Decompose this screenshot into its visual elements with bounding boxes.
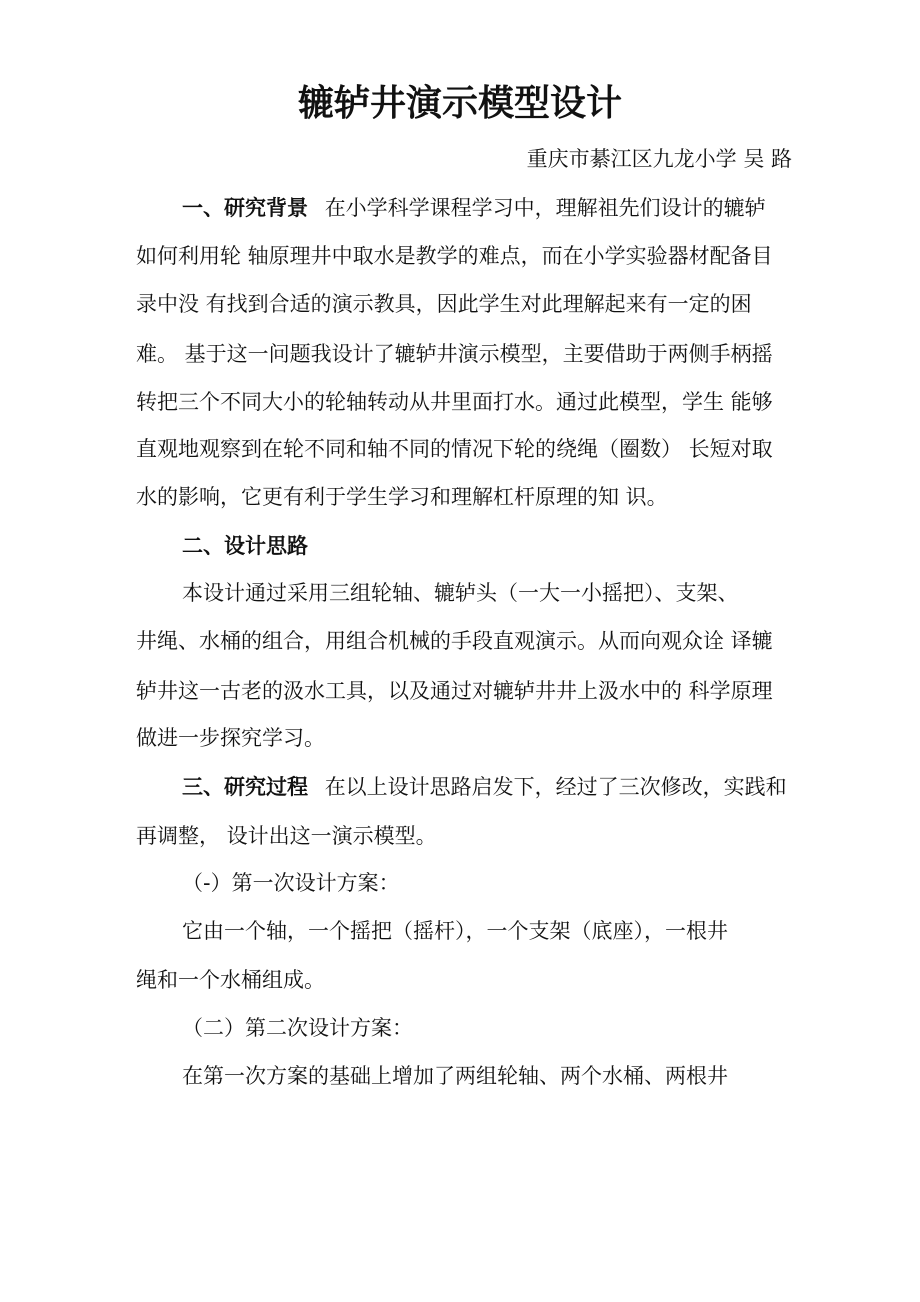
section2-line-4: 做进一步探究学习。	[136, 726, 325, 750]
document-title: 辘轳井演示模型设计	[297, 83, 622, 124]
section1-line-3: 录中没 有找到合适的演示教具，因此学生对此理解起来有一定的困	[136, 292, 752, 316]
section3-line-1	[182, 772, 787, 802]
plan1-line-1: 它由一个轴，一个摇把（摇杆），一个支架（底座），一根井	[182, 919, 728, 943]
author-line: 重庆市綦江区九龙小学 吴 路	[526, 147, 792, 171]
section2-heading: 二、设计思路	[182, 534, 308, 558]
section3-line-2: 再调整， 设计出这一演示模型。	[136, 824, 437, 848]
section2-line-3: 轳井这一古老的汲水工具，以及通过对辘轳井井上汲水中的 科学原理	[136, 679, 773, 703]
plan1-line-2: 绳和一个水桶组成。	[136, 968, 325, 992]
section1-heading: 一、研究背景	[182, 196, 308, 220]
section3-heading: 三、研究过程	[182, 775, 308, 799]
section1-line-6: 直观地观察到在轮不同和轴不同的情况下轮的绕绳（圈数） 长短对取	[136, 437, 773, 461]
plan2-line-1: 在第一次方案的基础上增加了两组轮轴、两个水桶、两根井	[182, 1064, 728, 1088]
plan1-heading: （-）第一次设计方案：	[182, 871, 400, 895]
section1-line-2: 如何利用轮 轴原理井中取水是教学的难点，而在小学实验器材配备目	[136, 244, 773, 268]
section1-text: 在小学科学课程学习中，理解祖先们设计的辘轳	[324, 196, 766, 220]
section1-line-4: 难。 基于这一问题我设计了辘轳井演示模型，主要借助于两侧手柄摇	[136, 342, 773, 366]
section1-line-1	[182, 193, 766, 223]
section2-line-1: 本设计通过采用三组轮轴、辘轳头（一大一小摇把）、支架、	[182, 581, 739, 605]
plan2-heading: （二）第二次设计方案：	[182, 1016, 413, 1040]
section1-line-7: 水的影响，它更有利于学生学习和理解杠杆原理的知 识。	[136, 485, 668, 509]
section1-line-5: 转把三个不同大小的轮轴转动从井里面打水。通过此模型，学生 能够	[136, 390, 773, 414]
section2-line-2: 井绳、水桶的组合，用组合机械的手段直观演示。从而向观众诠 译辘	[136, 629, 773, 653]
section3-text: 在以上设计思路启发下，经过了三次修改，实践和	[324, 775, 787, 799]
